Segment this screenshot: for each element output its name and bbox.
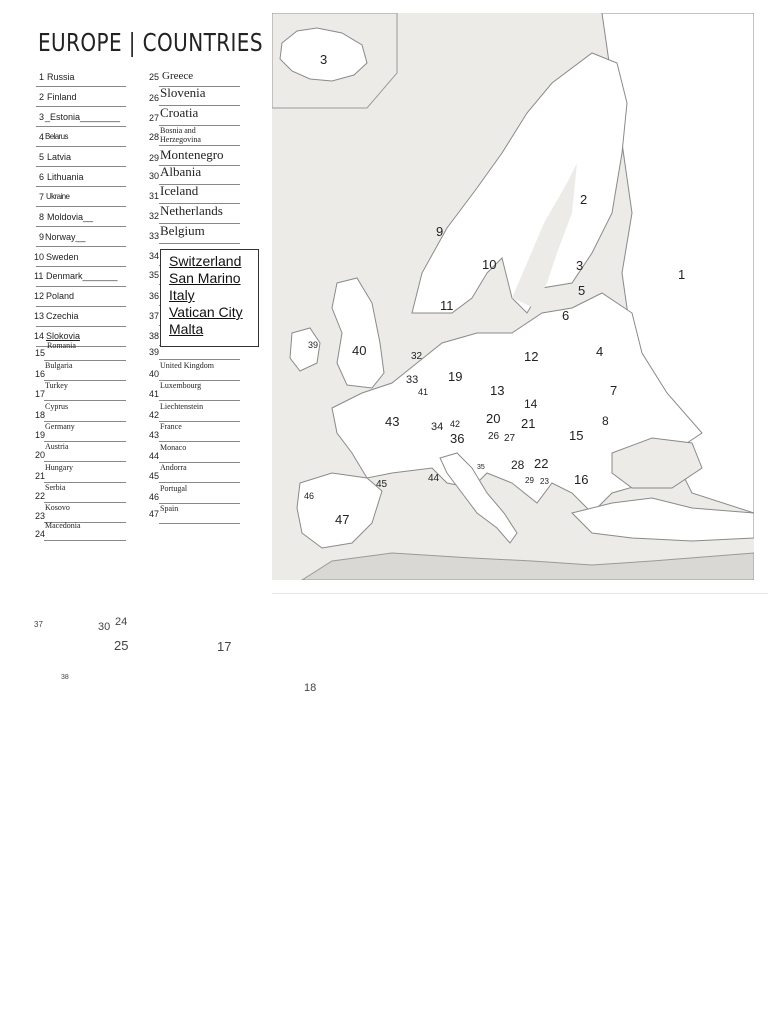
list-item: [36, 306, 126, 327]
list-item: [149, 105, 240, 126]
list-number: 5: [39, 152, 45, 162]
list-item: [35, 340, 126, 361]
map-label: 10: [482, 257, 497, 272]
list-number: 44: [149, 451, 160, 461]
list-item: [35, 401, 126, 422]
list-name: Macedonia: [45, 521, 81, 530]
list-name: Austria: [45, 442, 69, 451]
list-number: 46: [149, 492, 160, 502]
list-item: [35, 482, 126, 503]
map-label: 32: [411, 351, 423, 362]
map-label: 35: [477, 464, 485, 471]
list-item: [149, 483, 240, 504]
list-name: _Estonia________: [45, 112, 121, 122]
list-number: 25: [149, 72, 160, 82]
list-number: 27: [149, 113, 160, 123]
list-name: Belarus: [45, 132, 68, 141]
list-name: United Kingdom: [160, 361, 214, 370]
list-name: Czechia: [46, 311, 79, 321]
list-number: 42: [149, 410, 160, 420]
map-label: 44: [428, 473, 440, 484]
list-number: 33: [149, 231, 160, 241]
list-number: 18: [35, 410, 46, 420]
list-number: 2: [39, 92, 45, 102]
list-name: Poland: [46, 291, 75, 301]
list-number: 9: [39, 232, 45, 242]
list-name: Monaco: [160, 443, 187, 452]
stray-number: 25: [114, 638, 129, 653]
map-label: 16: [574, 472, 589, 487]
map-label: 41: [418, 387, 429, 397]
list-item: [149, 183, 240, 204]
map-label: 45: [376, 479, 388, 490]
answer-malta: Malta: [169, 321, 204, 337]
map-label: 1: [678, 267, 686, 282]
list-name: Finland: [47, 92, 77, 102]
list-number: 29: [149, 153, 160, 163]
list-item: [36, 66, 126, 87]
map-label: 36: [450, 431, 465, 446]
map-label: 46: [304, 491, 315, 501]
map-label: 6: [562, 308, 570, 323]
map-label: 28: [511, 458, 525, 472]
list-item: [36, 106, 126, 127]
stray-number: 30: [98, 621, 111, 633]
list-number: 17: [35, 389, 46, 399]
europe-map: [272, 13, 754, 580]
map-label: 23: [540, 477, 549, 486]
map-label: 33: [406, 374, 419, 386]
map-label: 7: [610, 383, 618, 398]
list-item: [149, 401, 240, 422]
list-name: Spain: [160, 504, 179, 513]
list-item: [149, 442, 240, 463]
list-number: 16: [35, 369, 46, 379]
list-name: Sweden: [46, 252, 79, 262]
stray-number: 24: [115, 616, 128, 628]
list-item: [35, 441, 126, 462]
answer-vatican-city: Vatican City: [169, 304, 243, 320]
list-number: 1: [39, 72, 45, 82]
list-number: 35: [149, 270, 160, 280]
map-label: 2: [580, 192, 588, 207]
list-name: Hungary: [45, 463, 73, 472]
answer-switzerland: Switzerland: [169, 253, 242, 269]
list-item: [36, 166, 126, 187]
list-number: 45: [149, 471, 160, 481]
list-number: 43: [149, 430, 160, 440]
list-item: [35, 360, 126, 381]
map-label: 13: [490, 383, 505, 398]
list-item: [36, 146, 126, 167]
list-name: Moldovia__: [47, 212, 94, 222]
list-item: [36, 226, 126, 247]
list-number: 36: [149, 291, 160, 301]
list-item: [149, 380, 240, 401]
list-item: [149, 462, 240, 483]
list-name: Luxembourg: [160, 381, 202, 390]
list-item: [149, 125, 240, 146]
list-number: 23: [35, 511, 46, 521]
map-label: 43: [385, 414, 400, 429]
list-name: Bosnia and Herzegovina: [160, 126, 201, 144]
map-label: 5: [578, 283, 586, 298]
list-item: [36, 286, 126, 307]
list-number: 8: [39, 212, 45, 222]
list-number: 28: [149, 132, 160, 142]
list-number: 30: [149, 171, 160, 181]
list-number: 31: [149, 191, 160, 201]
list-number: 41: [149, 389, 160, 399]
map-svg: [272, 13, 754, 580]
list-name: Iceland: [160, 183, 199, 198]
list-name: France: [160, 422, 182, 431]
list-number: 34: [149, 251, 160, 261]
list-name: Romania: [47, 341, 76, 350]
page-title: EUROPE | COUNTRIES: [38, 28, 263, 57]
stray-number: 38: [61, 674, 69, 681]
list-number: 26: [149, 93, 160, 103]
answer-box: [160, 249, 259, 347]
stray-number: 37: [34, 620, 43, 629]
list-name: Russia: [47, 72, 75, 82]
map-label: 19: [448, 369, 463, 384]
list-number: 12: [34, 291, 45, 301]
list-name: Netherlands: [160, 203, 223, 218]
list-item: [36, 266, 126, 287]
map-label: 26: [488, 431, 500, 442]
list-item: [36, 186, 126, 207]
map-label: 15: [569, 428, 584, 443]
map-label: 20: [486, 411, 501, 426]
map-label: 3: [576, 258, 584, 273]
list-name: Andorra: [160, 463, 187, 472]
list-number: 21: [35, 471, 46, 481]
list-number: 4: [39, 132, 45, 142]
list-number: 32: [149, 211, 160, 221]
list-name: Slovenia: [160, 85, 206, 100]
map-label: 3: [320, 52, 328, 67]
map-label: 27: [504, 433, 516, 444]
map-label: 11: [440, 298, 454, 313]
map-label: 21: [521, 416, 536, 431]
map-label: 39: [308, 340, 319, 350]
list-name: Portugal: [160, 484, 188, 493]
list-item: [36, 246, 126, 267]
map-label: 47: [335, 512, 350, 527]
map-label: 14: [524, 397, 538, 411]
list-name: Lithuania: [47, 172, 84, 182]
list-name: Liechtenstein: [160, 402, 204, 411]
divider: [272, 593, 768, 594]
list-number: 38: [149, 331, 160, 341]
list-item: [35, 380, 126, 401]
list-name: Croatia: [160, 105, 199, 120]
map-label: 29: [525, 476, 534, 485]
list-item: [149, 203, 240, 224]
list-name: Montenegro: [160, 147, 224, 162]
list-item: [149, 223, 240, 244]
list-number: 47: [149, 509, 160, 519]
list-item: [35, 462, 126, 483]
list-number: 14: [34, 331, 45, 341]
map-label: 12: [524, 349, 539, 364]
list-name: Serbia: [45, 483, 66, 492]
list-name: Ukraine: [46, 192, 70, 201]
list-number: 11: [34, 271, 44, 281]
list-name: Albania: [160, 164, 202, 179]
list-number: 20: [35, 450, 46, 460]
list-name: Denmark_______: [46, 271, 118, 281]
list-item: [36, 126, 126, 147]
map-label: 8: [602, 414, 609, 428]
list-number: 19: [35, 430, 46, 440]
answer-italy: Italy: [169, 287, 195, 303]
map-label: 40: [352, 343, 367, 358]
answer-san-marino: San Marino: [169, 270, 241, 286]
map-label: 4: [596, 344, 604, 359]
list-item: [149, 85, 240, 106]
list-number: 37: [149, 311, 160, 321]
list-number: 39: [149, 347, 160, 357]
list-item: [35, 520, 126, 541]
list-name: Bulgaria: [45, 361, 73, 370]
list-item: [149, 66, 240, 87]
list-item: [36, 86, 126, 107]
list-name: Belgium: [160, 223, 205, 238]
list-item: [149, 503, 240, 524]
list-number: 3: [39, 112, 45, 122]
list-name: Turkey: [45, 381, 68, 390]
stray-number: 18: [304, 682, 317, 694]
list-item: [149, 164, 240, 185]
list-number: 15: [35, 348, 46, 358]
stray-number: 17: [217, 639, 232, 654]
map-label: 22: [534, 456, 549, 471]
list-item: [149, 360, 240, 381]
map-label: 42: [450, 419, 461, 429]
list-number: 13: [34, 311, 45, 321]
list-number: 10: [34, 252, 45, 262]
list-item: [35, 421, 126, 442]
list-name: Latvia: [47, 152, 72, 162]
list-name: Norway__: [45, 232, 86, 242]
map-label: 9: [436, 224, 444, 239]
list-item: [149, 421, 240, 442]
list-name: Slokovia: [46, 331, 81, 341]
list-number: 40: [149, 369, 160, 379]
list-name: Germany: [45, 422, 75, 431]
list-name: Cyprus: [45, 402, 69, 411]
list-name: Greece: [162, 70, 194, 82]
list-number: 24: [35, 529, 46, 539]
list-number: 6: [39, 172, 45, 182]
map-label: 34: [431, 421, 444, 433]
list-item: [149, 145, 240, 166]
list-number: 22: [35, 491, 46, 501]
list-name: Kosovo: [45, 503, 70, 512]
list-item: [36, 206, 126, 227]
list-number: 7: [39, 192, 45, 202]
